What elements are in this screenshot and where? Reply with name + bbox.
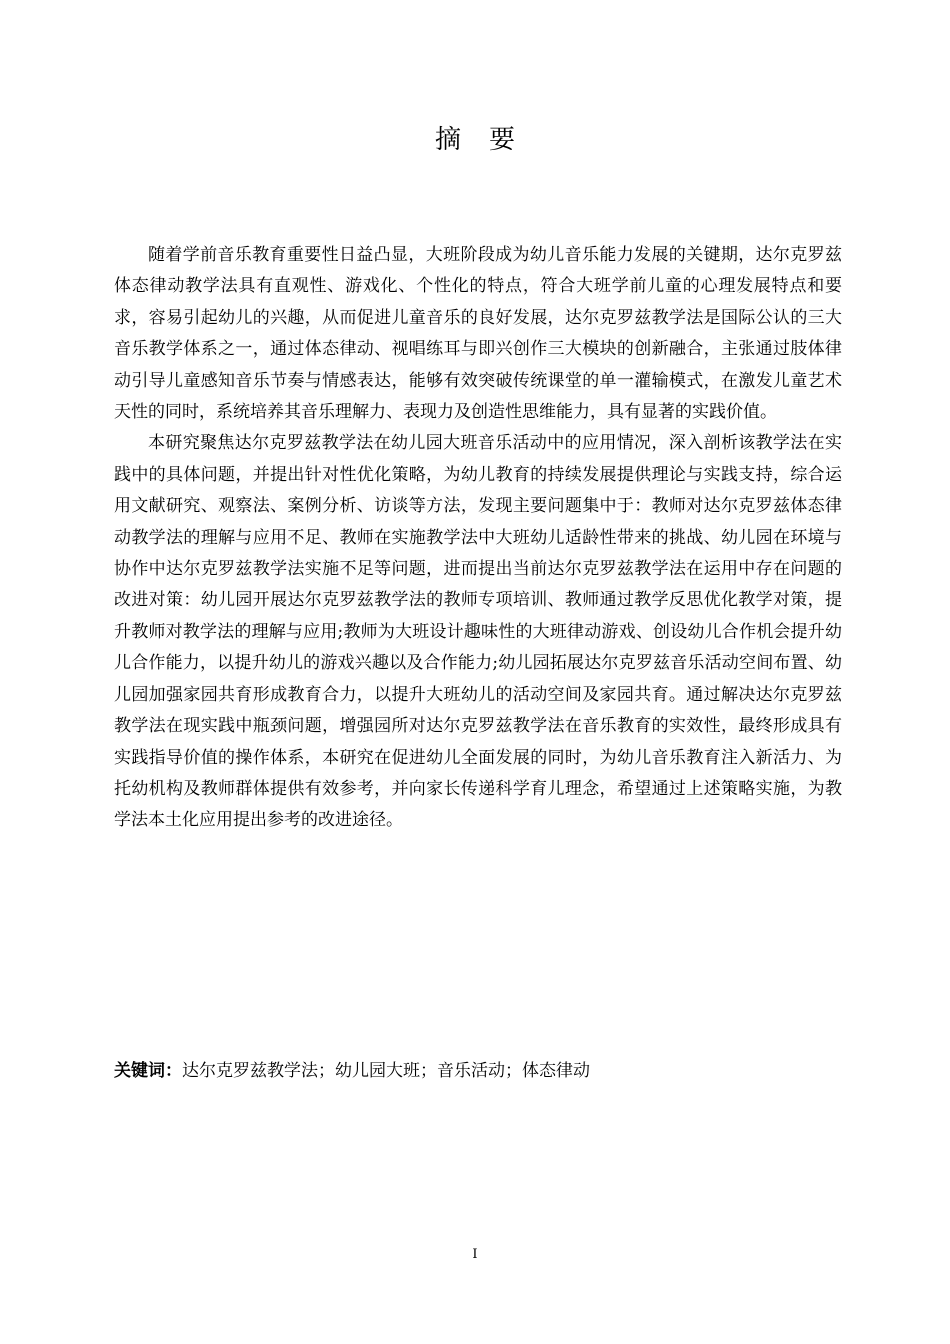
abstract-body — [114, 240, 842, 837]
keywords-text: 达尔克罗兹教学法；幼儿园大班；音乐活动；体态律动 — [182, 1061, 590, 1081]
keywords-label: 关键词： — [114, 1061, 182, 1081]
keywords-line — [114, 1056, 842, 1086]
page-title: 摘要 — [434, 125, 543, 155]
abstract-paragraph-2: 本研究聚焦达尔克罗兹教学法在幼儿园大班音乐活动中的应用情况，深入剖析该教学法在实践中的具体问题，并提出针对性优化策略，为幼儿教育的持续发展提供理论与实践支持，综合运用文献研究、观察法、案例分析、访谈等方法，发现主要问题集中于：教师对达尔克罗兹体态律动教学法的理解与应用不足、教师在实施教学法中大班幼儿适龄性带来的挑战、幼儿园在环境与协作中达尔克罗兹教学法实施不足等问题，进而提出当前达尔克罗兹教学法在运用中存在问题的改进对策：幼儿园开展达尔克罗兹教学法的教师专项培训、教师通过教学反思优化教学对策，提升教师对教学法的理解与应用;教师为大班设计趣味性的大班律动游戏、创设幼儿合作机会提升幼儿合作能力，以提升幼儿的游戏兴趣以及合作能力;幼儿园拓展达尔克罗兹音乐活动空间布置、幼儿园加强家园共育形成教育合力，以提升大班幼儿的活动空间及家园共育。通过解决达尔克罗兹教学法在现实践中瓶颈问题，增强园所对达尔克罗兹教学法在音乐教育的实效性，最终形成具有实践指导价值的操作体系，本研究在促进幼儿全面发展的同时，为幼儿音乐教育注入新活力、为托幼机构及教师群体提供有效参考，并向家长传递科学育儿理念，希望通过上述策略实施，为教学法本土化应用提出参考的改进途径。 — [114, 433, 842, 831]
abstract-paragraph-1: 随着学前音乐教育重要性日益凸显，大班阶段成为幼儿音乐能力发展的关键期，达尔克罗兹体态律动教学法具有直观性、游戏化、个性化的特点，符合大班学前儿童的心理发展特点和要求，容易引起幼儿的兴趣，从而促进儿童音乐的良好发展，达尔克罗兹教学法是国际公认的三大音乐教学体系之一，通过体态律动、视唱练耳与即兴创作三大模块的创新融合，主张通过肢体律动引导儿童感知音乐节奏与情感表达，能够有效突破传统课堂的单一灌输模式，在激发儿童艺术天性的同时，系统培养其音乐理解力、表现力及创造性思维能力，具有显著的实践价值。 — [114, 245, 842, 423]
page-number: I — [472, 1247, 478, 1262]
